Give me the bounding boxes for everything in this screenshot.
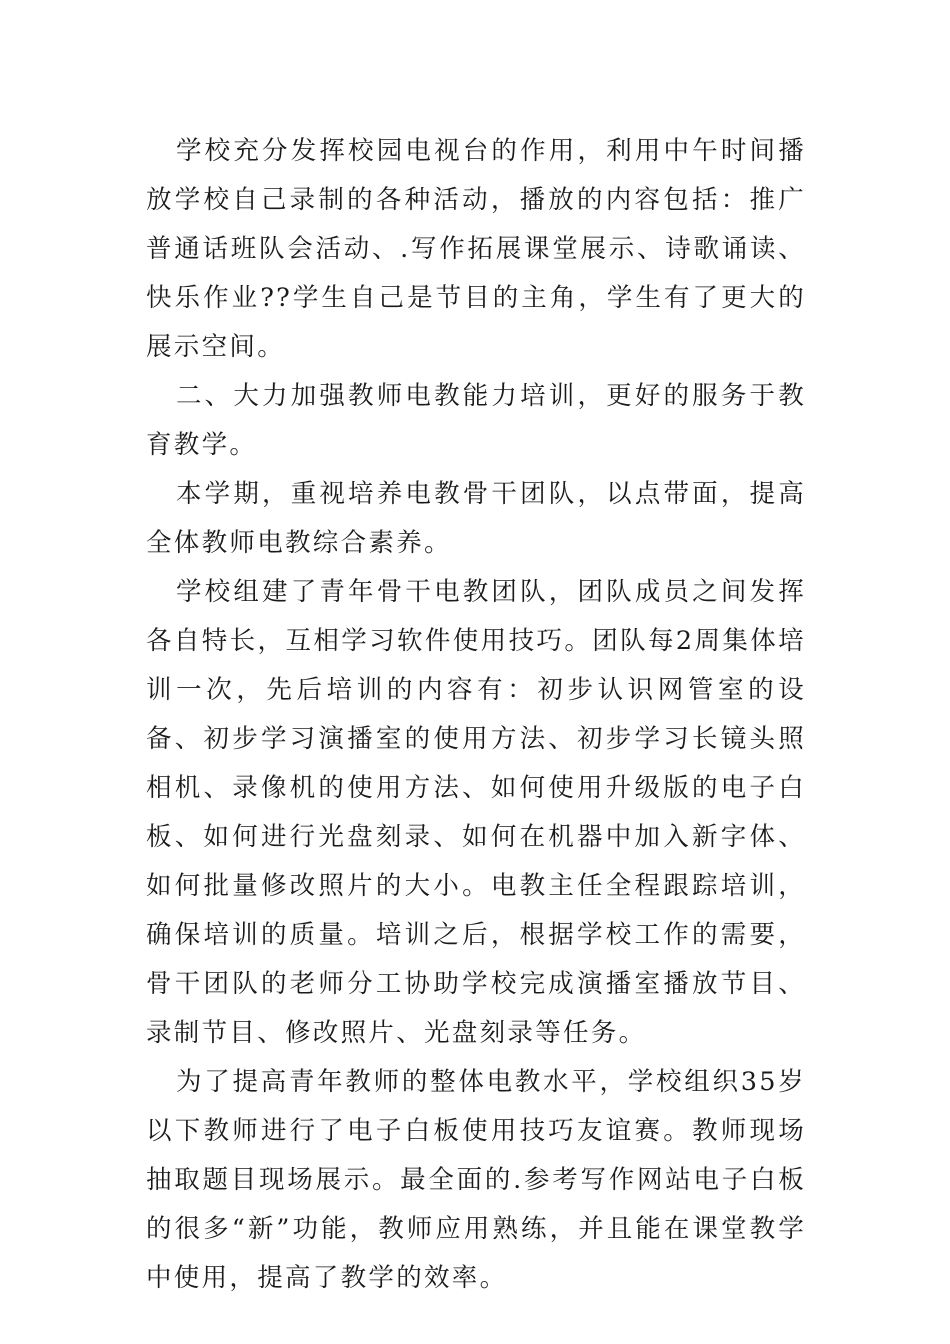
paragraph-section-heading: 二、大力加强教师电教能力培训，更好的服务于教育教学。 [146, 381, 806, 460]
paragraph-campus-tv: 学校充分发挥校园电视台的作用，利用中午时间播放学校自己录制的各种活动，播放的内容包括：推广普通话班队会活动、.写作拓展课堂展示、诗歌诵读、快乐作业??学生自己是节目的主角，学生有了更大的展示空间。 [146, 136, 806, 362]
paragraph-semester-focus: 本学期，重视培养电教骨干团队，以点带面，提高全体教师电教综合素养。 [146, 479, 806, 558]
document-body [146, 127, 806, 1303]
paragraph-whiteboard-contest: 为了提高青年教师的整体电教水平，学校组织35岁以下教师进行了电子白板使用技巧友谊赛。教师现场抽取题目现场展示。最全面的.参考写作网站电子白板的很多“新”功能，教师应用熟练，并且能在课堂教学中使用，提高了教学的效率。 [146, 1067, 806, 1293]
paragraph-team-training: 学校组建了青年骨干电教团队，团队成员之间发挥各自特长，互相学习软件使用技巧。团队每2周集体培训一次，先后培训的内容有：初步认识网管室的设备、初步学习演播室的使用方法、初步学习长镜头照相机、录像机的使用方法、如何使用升级版的电子白板、如何进行光盘刻录、如何在机器中加入新字体、如何批量修改照片的大小。电教主任全程跟踪培训，确保培训的质量。培训之后，根据学校工作的需要，骨干团队的老师分工协助学校完成演播室播放节目、录制节目、修改照片、光盘刻录等任务。 [146, 577, 806, 1048]
